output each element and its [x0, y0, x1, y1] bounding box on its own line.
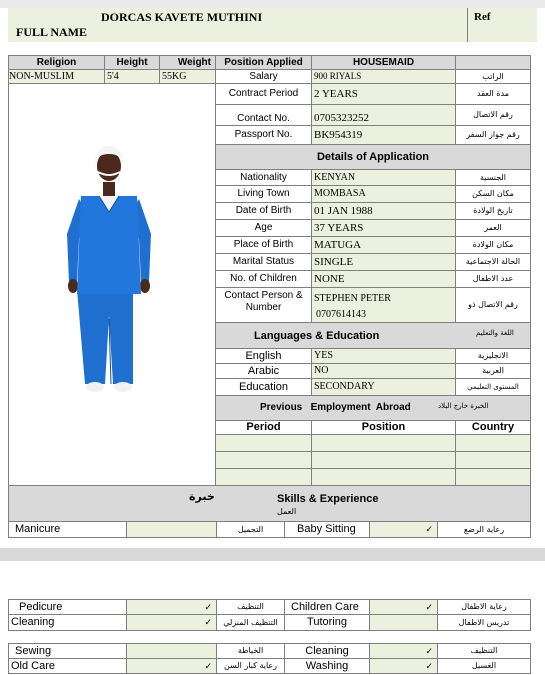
height-value: 5'4 — [104, 69, 160, 84]
skill-baby-sitting-check[interactable]: ✓ — [369, 521, 438, 538]
children-ar: عدد الاطفال — [455, 270, 531, 288]
skill-manicure-ar: التجميل — [216, 521, 285, 538]
languages-section-header — [215, 322, 531, 349]
age-label: Age — [215, 219, 312, 237]
skill-old-care-check[interactable]: ✓ — [126, 658, 217, 674]
skill-cleaning-label: Cleaning — [8, 614, 127, 631]
skill-washing-ar: الغسيل — [437, 658, 531, 674]
skill-pedicure-label: Pedicure — [8, 599, 127, 615]
contract-period-value: 2 YEARS — [311, 83, 456, 105]
applicant-photo — [9, 84, 216, 486]
employment-position-header: Position — [311, 420, 456, 435]
place-of-birth-label: Place of Birth — [215, 236, 312, 254]
skills-section-header — [8, 485, 531, 522]
contact-ar: رقم الاتصال — [455, 104, 531, 126]
children-label: No. of Children — [215, 270, 312, 288]
dob-ar: تاريخ الولادة — [455, 202, 531, 220]
religion-header: Religion — [8, 55, 105, 70]
contact-label — [215, 104, 312, 126]
employment-period-header: Period — [215, 420, 312, 435]
nationality-label: Nationality — [215, 169, 312, 186]
details-section-title: Details of Application — [215, 144, 531, 170]
skill-tutoring-ar: تدريس الاطفال — [437, 614, 531, 631]
skill-baby-sitting-ar: رعاية الرضع — [437, 521, 531, 538]
position-applied-value: HOUSEMAID — [311, 55, 456, 70]
skill-children-care-label: Children Care — [284, 599, 370, 615]
employment-row-2-position — [311, 451, 456, 469]
passport-ar: رقم جواز السفر — [455, 125, 531, 145]
age-value: 37 YEARS — [311, 219, 456, 237]
languages-section-title: Languages & Education — [254, 330, 380, 342]
contract-period-label: Contract Period — [215, 83, 312, 105]
nationality-ar: الجنسية — [455, 169, 531, 186]
employment-row-3-position — [311, 468, 456, 486]
english-value: YES — [311, 348, 456, 364]
weight-value: 55KG — [159, 69, 216, 84]
skill-sewing-ar: الخياطة — [216, 643, 285, 659]
contact-person-number: 0707614143 — [316, 309, 366, 320]
position-applied-label: Position Applied — [215, 55, 312, 70]
contact-value-text: 0705323252 — [314, 112, 369, 124]
employment-row-3-period — [215, 468, 312, 486]
skill-tutoring-check[interactable] — [369, 614, 438, 631]
name-value: DORCAS KAVETE MUTHINI — [101, 10, 263, 24]
skill-old-care-label: Old Care — [8, 658, 127, 674]
skill-children-care-check[interactable]: ✓ — [369, 599, 438, 615]
place-of-birth-value: MATUGA — [311, 236, 456, 254]
marital-status-value: SINGLE — [311, 253, 456, 271]
contact-person-value — [311, 287, 456, 323]
english-label: English — [215, 348, 312, 364]
page-break-band — [0, 548, 545, 561]
skill-tutoring-label: Tutoring — [284, 614, 370, 631]
contact-person-label-text: Contact Person & Number — [224, 290, 303, 313]
skill-baby-sitting-label: Baby Sitting — [284, 521, 370, 538]
contact-person-ar: رقم الاتصال ذو — [455, 287, 531, 323]
skill-sewing-label: Sewing — [8, 643, 127, 659]
dob-value: 01 JAN 1988 — [311, 202, 456, 220]
contact-person-name: STEPHEN PETER — [314, 293, 391, 304]
education-value: SECONDARY — [311, 378, 456, 396]
employment-section-header — [215, 395, 531, 421]
weight-header: Weight — [159, 55, 216, 70]
skill-sewing-check[interactable] — [126, 643, 217, 659]
skill-cleaning-ar: التنظيف المنزلي — [216, 614, 285, 631]
photo-frame — [8, 83, 216, 486]
height-header: Height — [104, 55, 160, 70]
dob-label: Date of Birth — [215, 202, 312, 220]
full-name-label: FULL NAME — [16, 25, 88, 39]
religion-value: NON-MUSLIM — [8, 69, 105, 84]
salary-label: Salary — [215, 69, 312, 84]
nationality-value: KENYAN — [311, 169, 456, 186]
languages-section-ar: اللغة والتعليم — [476, 329, 514, 337]
education-ar: المستوى التعليمي — [455, 378, 531, 396]
marital-status-ar: الحالة الاجتماعية — [455, 253, 531, 271]
ref-cell — [467, 8, 537, 42]
living-town-label: Living Town — [215, 185, 312, 203]
skill-old-care-ar: رعاية كبار السن — [216, 658, 285, 674]
children-value: NONE — [311, 270, 456, 288]
employment-row-2-country — [455, 451, 531, 469]
arabic-ar: العربية — [455, 363, 531, 379]
skills-section-ar-left: خبرة — [189, 490, 215, 503]
skills-section-ar-right: العمل — [277, 507, 297, 516]
passport-label: Passport No. — [215, 125, 312, 145]
skill-cleaning-right-check[interactable]: ✓ — [369, 643, 438, 659]
salary-ar: الراتب — [455, 69, 531, 84]
name-value-cell — [101, 8, 467, 42]
arabic-label: Arabic — [215, 363, 312, 379]
skill-pedicure-ar: التنظيف — [216, 599, 285, 615]
full-name-label-cell — [8, 8, 101, 42]
skill-pedicure-check[interactable]: ✓ — [126, 599, 217, 615]
living-town-value: MOMBASA — [311, 185, 456, 203]
skill-manicure-label: Manicure — [8, 521, 127, 538]
education-label: Education — [215, 378, 312, 396]
skill-cleaning-right-label: Cleaning — [284, 643, 370, 659]
employment-row-1-country — [455, 434, 531, 452]
skill-washing-label: Washing — [284, 658, 370, 674]
contract-period-ar: مدة العقد — [455, 83, 531, 105]
position-applied-ar — [455, 55, 531, 70]
contact-value — [311, 104, 456, 126]
skill-manicure-check[interactable] — [126, 521, 217, 538]
skill-children-care-ar: رعاية الاطفال — [437, 599, 531, 615]
living-town-ar: مكان السكن — [455, 185, 531, 203]
marital-status-label: Marital Status — [215, 253, 312, 271]
skill-cleaning-check[interactable]: ✓ — [126, 614, 217, 631]
ref-label: Ref — [474, 11, 491, 23]
skill-washing-check[interactable]: ✓ — [369, 658, 438, 674]
place-of-birth-ar: مكان الولادة — [455, 236, 531, 254]
employment-country-header: Country — [455, 420, 531, 435]
employment-row-1-period — [215, 434, 312, 452]
passport-value: BK954319 — [311, 125, 456, 145]
employment-row-2-period — [215, 451, 312, 469]
salary-value: 900 RIYALS — [311, 69, 456, 84]
employment-row-1-position — [311, 434, 456, 452]
employment-section-title: Previous Employment Abroad — [260, 402, 411, 413]
contact-label-text: Contact No. — [237, 113, 290, 124]
employment-section-ar: الخبرة خارج البلاد — [438, 402, 489, 410]
header-band — [0, 0, 545, 8]
contact-person-label — [215, 287, 312, 323]
age-ar: العمر — [455, 219, 531, 237]
arabic-value: NO — [311, 363, 456, 379]
skill-cleaning-right-ar: التنظيف — [437, 643, 531, 659]
english-ar: الانجليزية — [455, 348, 531, 364]
skills-section-title: Skills & Experience — [277, 493, 379, 505]
employment-row-3-country — [455, 468, 531, 486]
